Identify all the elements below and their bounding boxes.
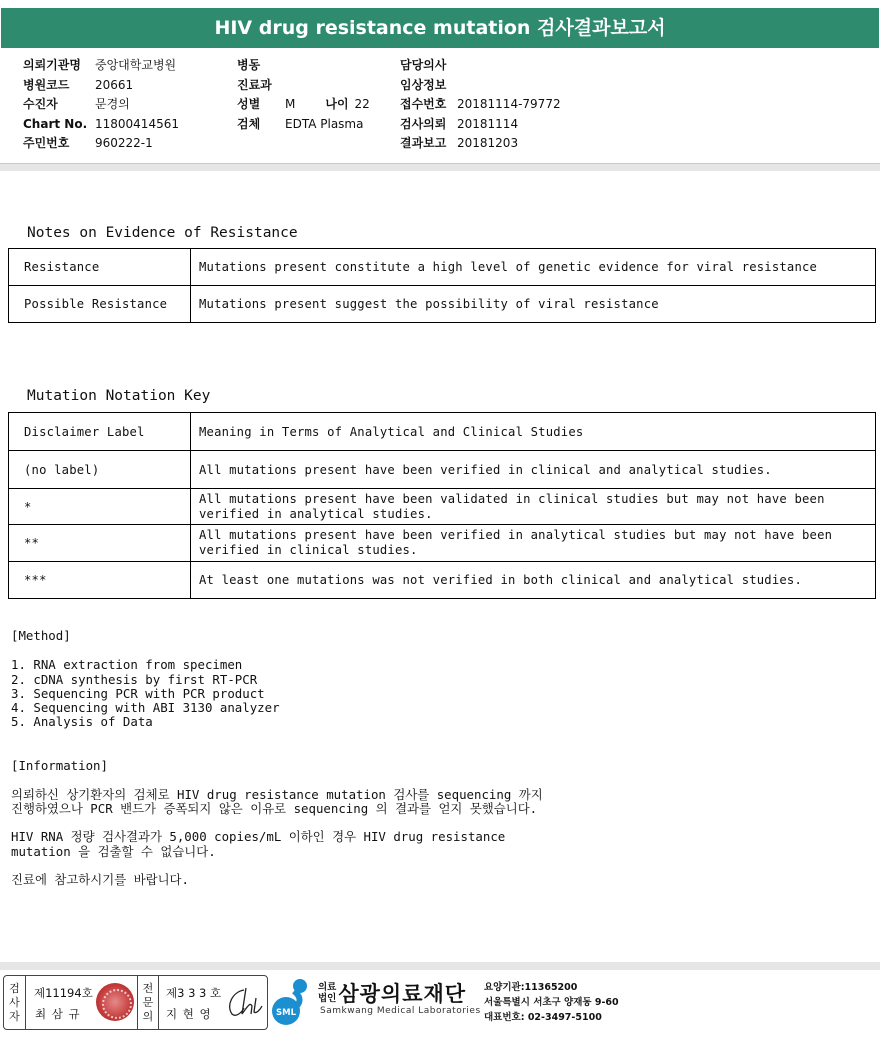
logo-name: [318, 978, 466, 1008]
info-value: 11800414561: [95, 116, 179, 131]
info-label: 병원코드: [23, 77, 70, 92]
notation-desc: Meaning in Terms of Analytical and Clinical Studies: [191, 413, 876, 451]
method-step: 2. cDNA synthesis by first RT-PCR: [11, 671, 258, 687]
signature-box: [3, 975, 268, 1030]
information-heading: [Information]: [11, 758, 108, 773]
notation-label: **: [9, 525, 191, 562]
age-value: 22: [354, 97, 370, 111]
specialist-license-no: 제3 3 3 호: [166, 986, 222, 1000]
info-label: 담당의사: [400, 58, 447, 72]
specialist-vertical-label: [137, 976, 159, 1029]
label-char: 문: [142, 996, 154, 1009]
information-text: mutation 을 검출할 수 없습니다.: [11, 843, 216, 859]
notation-label: ***: [9, 562, 191, 599]
inspector-license-no: 제11194호: [34, 986, 93, 1000]
spacer: [11, 816, 543, 830]
info-row-specimen: [237, 115, 370, 135]
info-label: 수진자: [23, 97, 58, 111]
info-value: M: [285, 97, 296, 111]
label-char: 자: [9, 1010, 20, 1023]
information-text: 진료에 참고하시기를 바랍니다.: [11, 871, 189, 887]
info-value: 960222-1: [95, 136, 153, 150]
table-row: [9, 451, 876, 489]
table-row: [9, 489, 876, 525]
info-value: 20181114: [457, 116, 519, 131]
logo-english-name: Samkwang Medical Laboratories: [320, 1006, 481, 1016]
evidence-table: [8, 248, 876, 323]
info-value: 문경의: [95, 97, 130, 111]
contact-info: [484, 980, 619, 1025]
logo-small-text: [318, 982, 336, 1004]
notation-desc: All mutations present have been validated in clinical studies but may not have been verified in analytical studies.: [191, 489, 876, 525]
info-label: 임상정보: [400, 77, 447, 92]
info-row-chart-no: [23, 115, 179, 135]
notation-section-title: Mutation Notation Key: [27, 388, 211, 404]
information-text: HIV RNA 정량 검사결과가 5,000 copies/mL 이하인 경우 HIV drug resistance: [11, 829, 506, 845]
notation-desc: All mutations present have been verified in clinical and analytical studies.: [191, 451, 876, 489]
info-row-request-date: [400, 115, 561, 135]
spacer: [11, 773, 543, 788]
table-row: [9, 249, 876, 286]
label-char: 전: [142, 982, 154, 995]
info-value: 20661: [95, 77, 134, 92]
inspector-name: 최 삼 규: [35, 1007, 81, 1021]
information-text: 의뢰하신 상기환자의 검체로 HIV drug resistance mutation 검사를 sequencing 까지: [11, 786, 543, 802]
table-row: [9, 413, 876, 451]
patient-info-col2: [237, 56, 370, 134]
notation-label: (no label): [9, 451, 191, 489]
label-char: 의: [142, 1010, 154, 1023]
info-label: 의뢰기관명: [23, 58, 81, 72]
notation-table: [8, 412, 876, 599]
information-text: 진행하였으나 PCR 밴드가 증폭되지 않은 이유로 sequencing 의 결과를 얻지 못했습니다.: [11, 801, 538, 817]
info-value: 중앙대학교병원: [95, 58, 177, 72]
evidence-desc: Mutations present constitute a high level of genetic evidence for viral resistance: [191, 249, 876, 286]
info-label: Chart No.: [23, 116, 88, 131]
contact-line: 서울특별시 서초구 양재동 9-60: [484, 997, 619, 1008]
method-step: 5. Analysis of Data: [11, 714, 153, 730]
logo-big-text: 삼광의료재단: [338, 982, 467, 1006]
info-label: 진료과: [237, 77, 272, 92]
info-row-report-date: [400, 134, 561, 154]
age-label: 나이: [325, 97, 349, 111]
table-row: [9, 286, 876, 323]
evidence-desc: Mutations present suggest the possibility of viral resistance: [191, 286, 876, 323]
notation-label: Disclaimer Label: [9, 413, 191, 451]
patient-info-col3: [400, 56, 561, 154]
evidence-label: Possible Resistance: [9, 286, 191, 323]
report-title: HIV drug resistance mutation 검사결과보고서: [1, 8, 879, 48]
contact-line: 요양기관:11365200: [484, 982, 578, 993]
specialist-name: 지 현 영: [166, 1007, 212, 1021]
label-char: 검: [9, 982, 20, 995]
info-label: 검사의뢰: [400, 116, 447, 131]
info-label: 결과보고: [400, 136, 447, 150]
info-label: 성별: [237, 97, 261, 111]
info-row-ward: [237, 56, 370, 76]
info-row-patient-name: [23, 95, 179, 115]
information-section: [11, 759, 543, 887]
info-row-receipt-no: [400, 95, 561, 115]
notation-desc: At least one mutations was not verified in both clinical and analytical studies.: [191, 562, 876, 599]
method-step: 3. Sequencing PCR with PCR product: [11, 685, 265, 701]
method-step: 1. RNA extraction from specimen: [11, 657, 243, 673]
info-row-hospital-code: [23, 76, 179, 96]
label-char: 사: [9, 996, 20, 1009]
spacer: [11, 859, 543, 873]
info-row-clinical-info: [400, 76, 561, 96]
info-value: 20181203: [457, 136, 519, 150]
spacer: [11, 643, 280, 658]
evidence-label: Resistance: [9, 249, 191, 286]
notation-label: *: [9, 489, 191, 525]
sml-logo-icon: [270, 977, 316, 1027]
signature-icon: [222, 984, 264, 1022]
header-divider: [0, 163, 880, 171]
info-row-doctor: [400, 56, 561, 76]
method-section: [11, 629, 280, 730]
info-row-institution: [23, 56, 179, 76]
table-row: [9, 525, 876, 562]
info-value: EDTA Plasma: [285, 116, 364, 131]
info-label: 검체: [237, 116, 261, 131]
logo-small-line: 법인: [318, 993, 337, 1004]
seal-stamp-icon: [96, 983, 134, 1021]
evidence-section-title: Notes on Evidence of Resistance: [27, 225, 298, 241]
info-row-sex-age: [237, 95, 370, 115]
info-label: 병동: [237, 58, 261, 72]
logo-small-line: 의료: [318, 982, 337, 993]
method-heading: [Method]: [11, 628, 71, 643]
info-label: 주민번호: [23, 136, 70, 150]
contact-line: 대표번호: 02-3497-5100: [484, 1012, 602, 1023]
info-row-resident-no: [23, 134, 179, 154]
inspector-vertical-label: [4, 976, 26, 1029]
notation-desc: All mutations present have been verified in analytical studies but may not have been verified in clinical studies.: [191, 525, 876, 562]
footer-divider: [0, 962, 880, 970]
table-row: [9, 562, 876, 599]
logo-badge-text: SML: [276, 1008, 296, 1018]
info-label: 접수번호: [400, 97, 447, 111]
method-step: 4. Sequencing with ABI 3130 analyzer: [11, 700, 280, 716]
info-value: 20181114-79772: [457, 97, 561, 111]
patient-info-col1: [23, 56, 179, 154]
info-row-department: [237, 76, 370, 96]
